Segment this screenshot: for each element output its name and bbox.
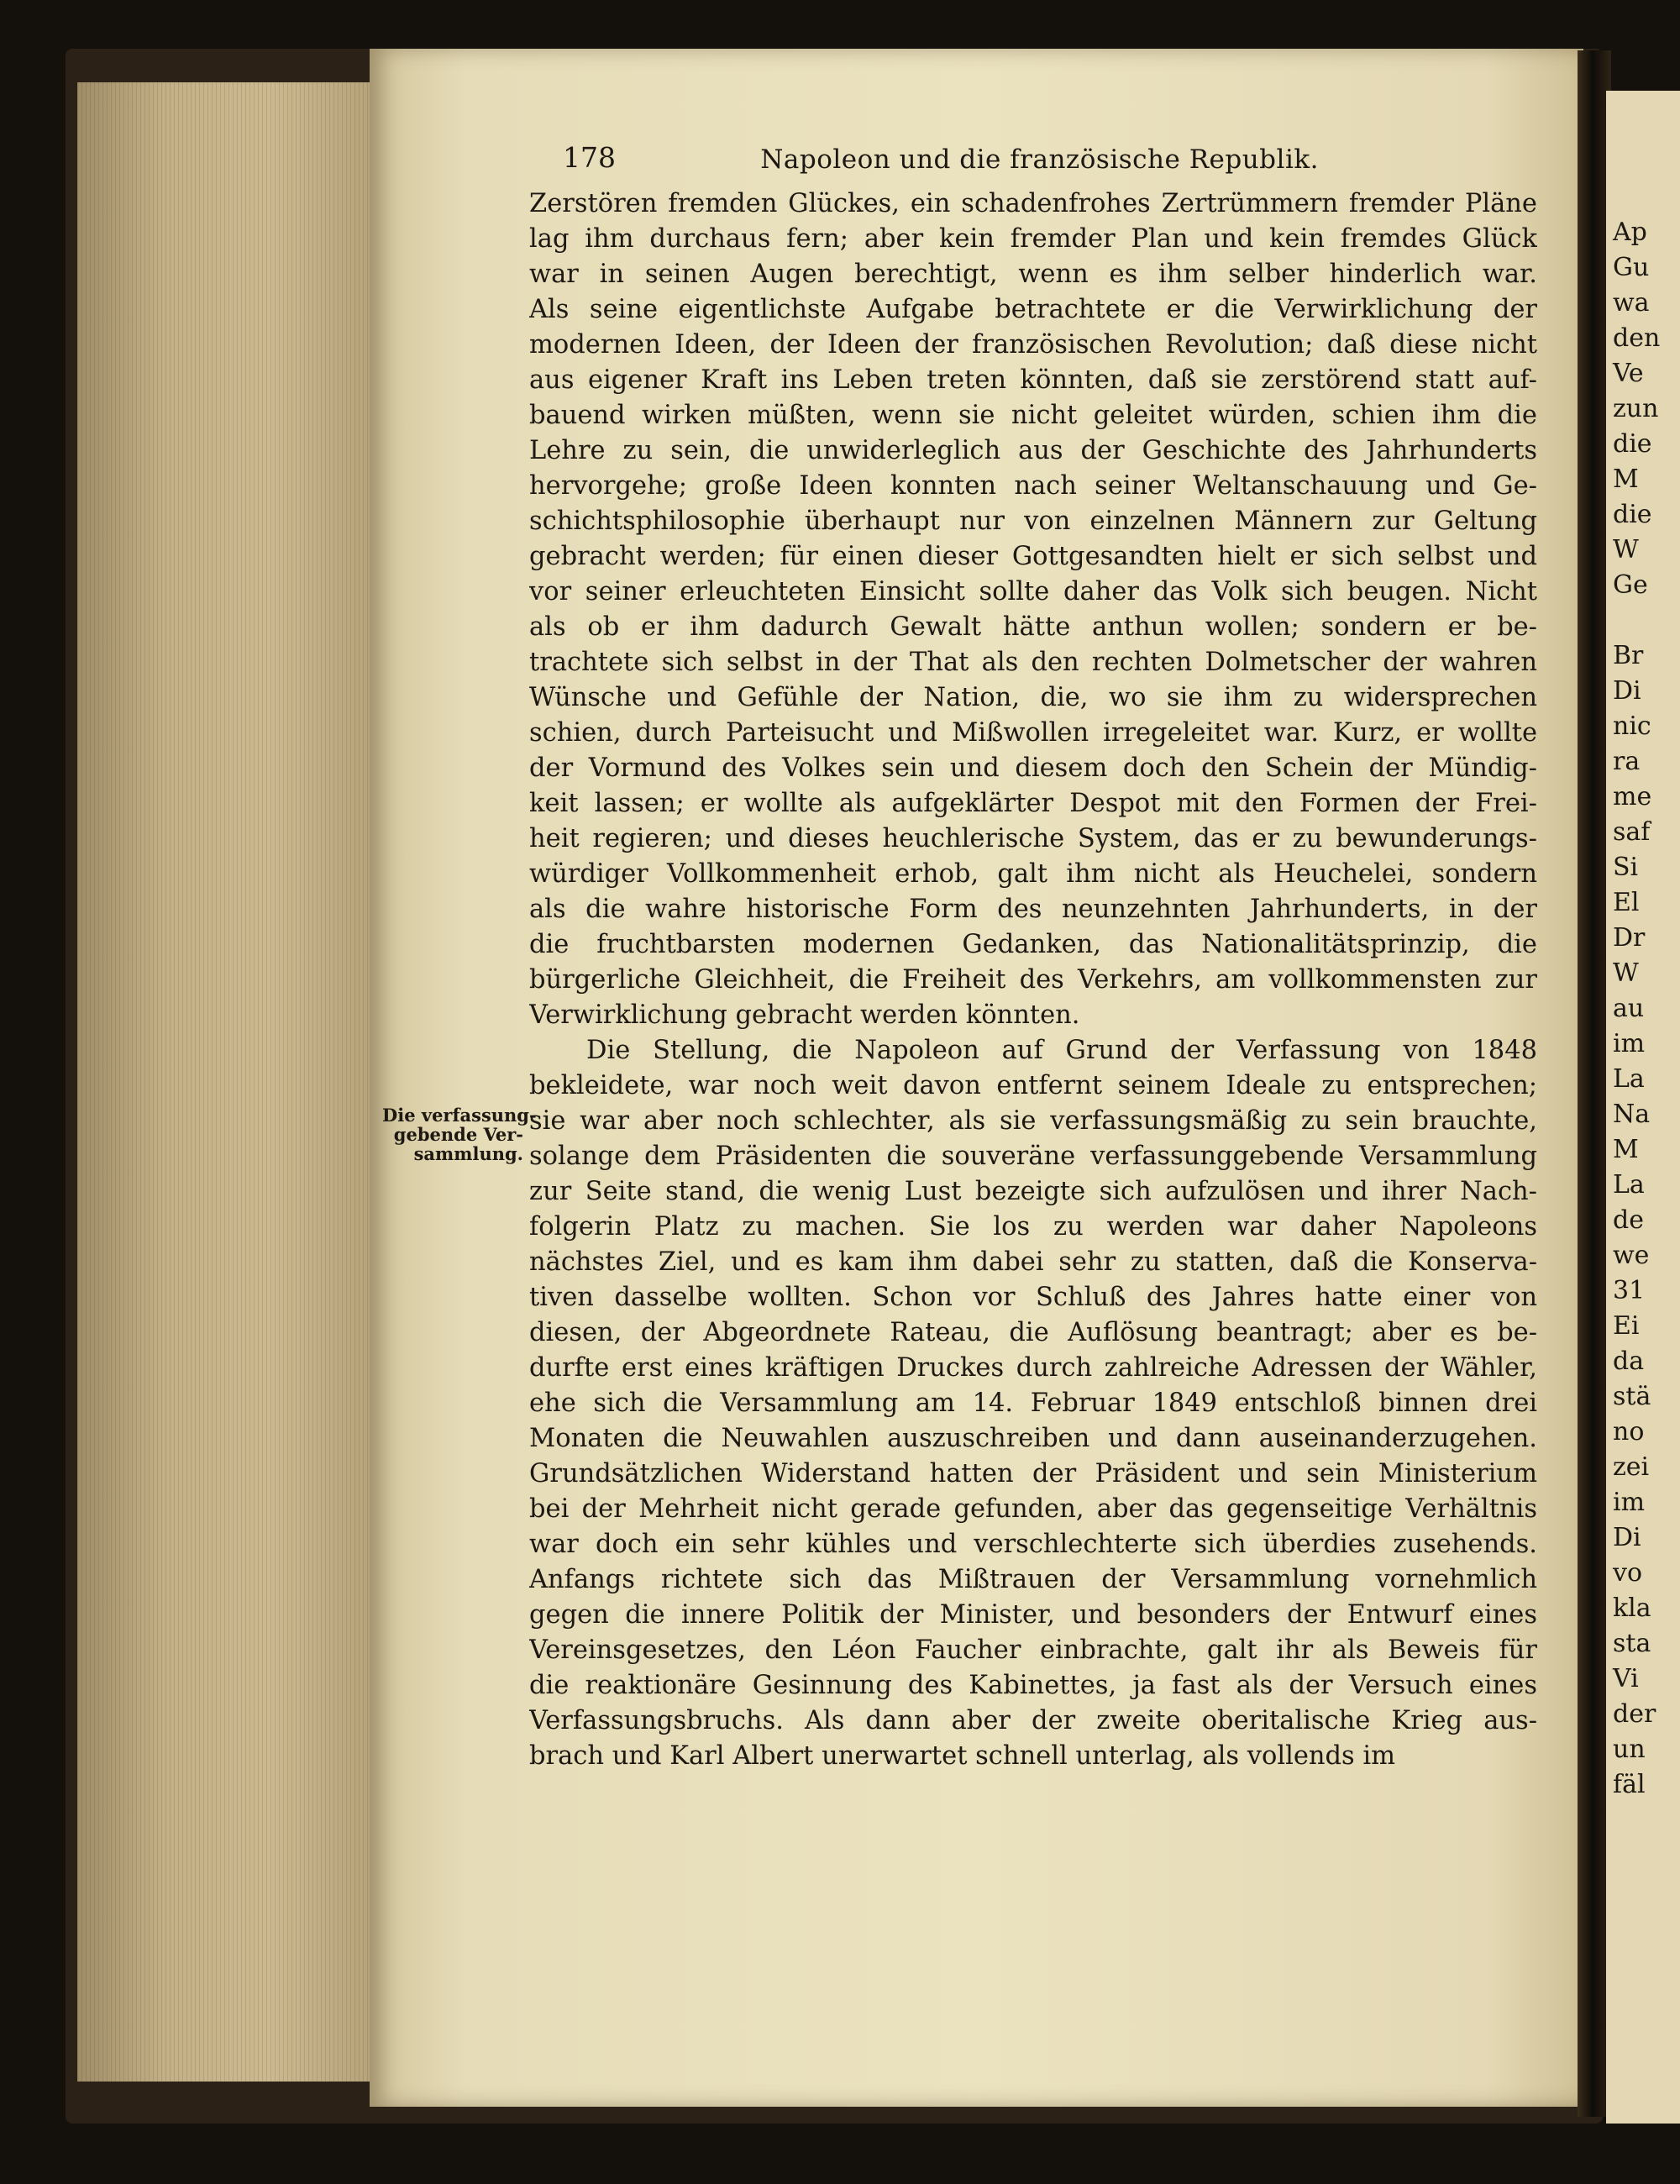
text-line: folgerin Platz zu machen. Sie los zu werden war daher Napoleons (529, 1212, 1537, 1242)
text-line: diesen, der Abgeordnete Rateau, die Auflösung beantragt; aber es be- (529, 1318, 1537, 1347)
marginal-note-line: Die verfassung- (382, 1105, 537, 1126)
marginal-note-line: sammlung. (413, 1143, 523, 1164)
next-page-text-fragment: kla (1613, 1593, 1651, 1623)
text-line: schien, durch Parteisucht und Mißwollen irregeleitet war. Kurz, er wollte (529, 718, 1537, 748)
next-page-text-fragment: saf (1613, 817, 1651, 847)
text-line: Verfassungsbruchs. Als dann aber der zweite oberitalische Krieg aus- (529, 1706, 1537, 1735)
marginal-note (382, 1105, 537, 1164)
next-page-text-fragment: fäl (1613, 1770, 1646, 1799)
next-page-text-fragment: no (1613, 1417, 1645, 1446)
next-page-text-fragment: Br (1613, 641, 1644, 670)
next-page-text-fragment: au (1613, 994, 1645, 1023)
next-page-text-fragment: La (1613, 1170, 1645, 1200)
text-line: bekleidete, war noch weit davon entfernt seinem Ideale zu entsprechen; (529, 1071, 1537, 1100)
text-line: hervorgehe; große Ideen konnten nach seiner Weltanschauung und Ge- (529, 471, 1537, 501)
next-page-text-fragment: M (1613, 1135, 1639, 1164)
next-page-text-fragment: die (1613, 500, 1652, 529)
next-page-text-fragment: im (1613, 1488, 1646, 1517)
next-page-text-fragment: Ge (1613, 570, 1648, 600)
next-page-text-fragment: Ve (1613, 359, 1644, 388)
text-line: ehe sich die Versammlung am 14. Februar 1849 entschloß binnen drei (529, 1389, 1537, 1418)
text-line: vor seiner erleuchteten Einsicht sollte daher das Volk sich beugen. Nicht (529, 577, 1537, 606)
text-line: bürgerliche Gleichheit, die Freiheit des Verkehrs, am vollkommensten zur (529, 965, 1537, 995)
text-line: gegen die innere Politik der Minister, und besonders der Entwurf eines (529, 1600, 1537, 1630)
next-page-text-fragment: Ei (1613, 1311, 1640, 1341)
text-line: brach und Karl Albert unerwartet schnell unterlag, als vollends im (529, 1741, 1396, 1771)
next-page-text-fragment: 31 (1613, 1276, 1646, 1305)
text-line: die reaktionäre Gesinnung des Kabinettes, ja fast als der Versuch eines (529, 1671, 1537, 1700)
text-line: modernen Ideen, der Ideen der französischen Revolution; daß diese nicht (529, 330, 1537, 360)
next-page-text-fragment: zei (1613, 1452, 1650, 1482)
next-page-text-fragment: we (1613, 1241, 1650, 1270)
next-page-text-fragment: die (1613, 429, 1652, 459)
page-number: 178 (563, 141, 616, 174)
next-page-text-fragment: ra (1613, 747, 1641, 776)
next-page-text-fragment: Si (1613, 853, 1639, 882)
next-page-text-fragment: W (1613, 958, 1639, 988)
next-page-text-fragment: Gu (1613, 253, 1650, 282)
text-line: Zerstören fremden Glückes, ein schadenfrohes Zertrümmern fremder Pläne (529, 189, 1537, 218)
text-line: nächstes Ziel, und es kam ihm dabei sehr zu statten, daß die Konserva- (529, 1247, 1537, 1277)
next-page-fragment (1606, 91, 1680, 2124)
next-page-text-fragment: wa (1613, 288, 1650, 318)
text-line: Verwirklichung gebracht werden könnten. (529, 1000, 1080, 1030)
text-line: die fruchtbarsten modernen Gedanken, das Nationalitätsprinzip, die (529, 930, 1537, 959)
next-page-text-fragment: da (1613, 1347, 1645, 1376)
text-line: der Vormund des Volkes sein und diesem doch den Schein der Mündig- (529, 753, 1537, 783)
text-line: war in seinen Augen berechtigt, wenn es ihm selber hinderlich war. (529, 260, 1537, 289)
text-line: gebracht werden; für einen dieser Gottgesandten hielt er sich selbst und (529, 542, 1537, 571)
text-line: als ob er ihm dadurch Gewalt hätte anthun wollen; sondern er be- (529, 612, 1537, 642)
text-line: heit regieren; und dieses heuchlerische System, das er zu bewunderungs- (529, 824, 1537, 853)
text-line: sie war aber noch schlechter, als sie verfassungsmäßig zu sein brauchte, (529, 1106, 1537, 1136)
page-stack-edge (77, 82, 373, 2082)
text-line: Grundsätzlichen Widerstand hatten der Präsident und sein Ministerium (529, 1459, 1537, 1488)
next-page-text-fragment: Dr (1613, 923, 1646, 953)
text-line: Die Stellung, die Napoleon auf Grund der Verfassung von 1848 (586, 1036, 1537, 1065)
text-line: Wünsche und Gefühle der Nation, die, wo sie ihm zu widersprechen (529, 683, 1537, 712)
text-line: war doch ein sehr kühles und verschlechterte sich überdies zusehends. (529, 1530, 1537, 1559)
text-line: Vereinsgesetzes, den Léon Faucher einbrachte, galt ihr als Beweis für (529, 1635, 1537, 1665)
next-page-text-fragment: Na (1613, 1100, 1651, 1129)
text-line: schichtsphilosophie überhaupt nur von einzelnen Männern zur Geltung (529, 507, 1537, 536)
running-head: Napoleon und die französische Republik. (760, 144, 1319, 175)
next-page-text-fragment: im (1613, 1029, 1646, 1058)
text-line: Lehre zu sein, die unwiderleglich aus der Geschichte des Jahrhunderts (529, 436, 1537, 465)
marginal-note-line: gebende Ver- (393, 1124, 523, 1145)
text-line: als die wahre historische Form des neunzehnten Jahrhunderts, in der (529, 895, 1537, 924)
next-page-text-fragment: M (1613, 465, 1639, 494)
next-page-text-fragment: Di (1613, 1523, 1641, 1552)
next-page-text-fragment: der (1613, 1699, 1656, 1729)
page-header (554, 141, 1562, 188)
text-line: Anfangs richtete sich das Mißtrauen der Versammlung vornehmlich (529, 1565, 1537, 1594)
text-line: tiven dasselbe wollten. Schon vor Schluß des Jahres hatte einer von (529, 1283, 1537, 1312)
text-line: solange dem Präsidenten die souveräne verfassunggebende Versammlung (529, 1142, 1537, 1171)
next-page-text-fragment: Ap (1613, 218, 1647, 247)
next-page-text-fragment: zun (1613, 394, 1659, 423)
text-line: keit lassen; er wollte als aufgeklärter Despot mit den Formen der Frei- (529, 789, 1537, 818)
next-page-text-fragment: vo (1613, 1558, 1643, 1588)
next-page-text-fragment: La (1613, 1064, 1645, 1094)
text-line: bei der Mehrheit nicht gerade gefunden, aber das gegenseitige Verhältnis (529, 1494, 1537, 1524)
text-line: zur Seite stand, die wenig Lust bezeigte sich aufzulösen und ihrer Nach- (529, 1177, 1537, 1206)
next-page-text-fragment: Di (1613, 676, 1641, 706)
next-page-text-fragment: El (1613, 888, 1640, 917)
next-page-text-fragment: stä (1613, 1382, 1651, 1411)
text-line: lag ihm durchaus fern; aber kein fremder Plan und kein fremdes Glück (529, 224, 1537, 254)
next-page-text-fragment: un (1613, 1735, 1646, 1764)
next-page-text-fragment: sta (1613, 1629, 1651, 1658)
next-page-text-fragment: Vi (1613, 1664, 1639, 1693)
body-text (529, 186, 1537, 1774)
text-line: Als seine eigentlichste Aufgabe betrachtete er die Verwirklichung der (529, 295, 1537, 324)
text-line: durfte erst eines kräftigen Druckes durch zahlreiche Adressen der Wähler, (529, 1353, 1537, 1383)
next-page-text-fragment (1606, 603, 1680, 638)
text-line: würdiger Vollkommenheit erhob, galt ihm nicht als Heuchelei, sondern (529, 859, 1537, 889)
next-page-text-fragment: den (1613, 323, 1661, 353)
next-page-text-fragment: de (1613, 1205, 1644, 1235)
next-page-text-fragment: me (1613, 782, 1652, 811)
next-page-text-fragment: nic (1613, 711, 1651, 741)
text-line: Monaten die Neuwahlen auszuschreiben und dann auseinanderzugehen. (529, 1424, 1537, 1453)
text-line: bauend wirken müßten, wenn sie nicht geleitet würden, schien ihm die (529, 401, 1537, 430)
next-page-text-fragment: W (1613, 535, 1639, 564)
text-line: aus eigener Kraft ins Leben treten könnten, daß sie zerstörend statt auf- (529, 365, 1537, 395)
text-line: trachtete sich selbst in der That als den rechten Dolmetscher der wahren (529, 648, 1537, 677)
